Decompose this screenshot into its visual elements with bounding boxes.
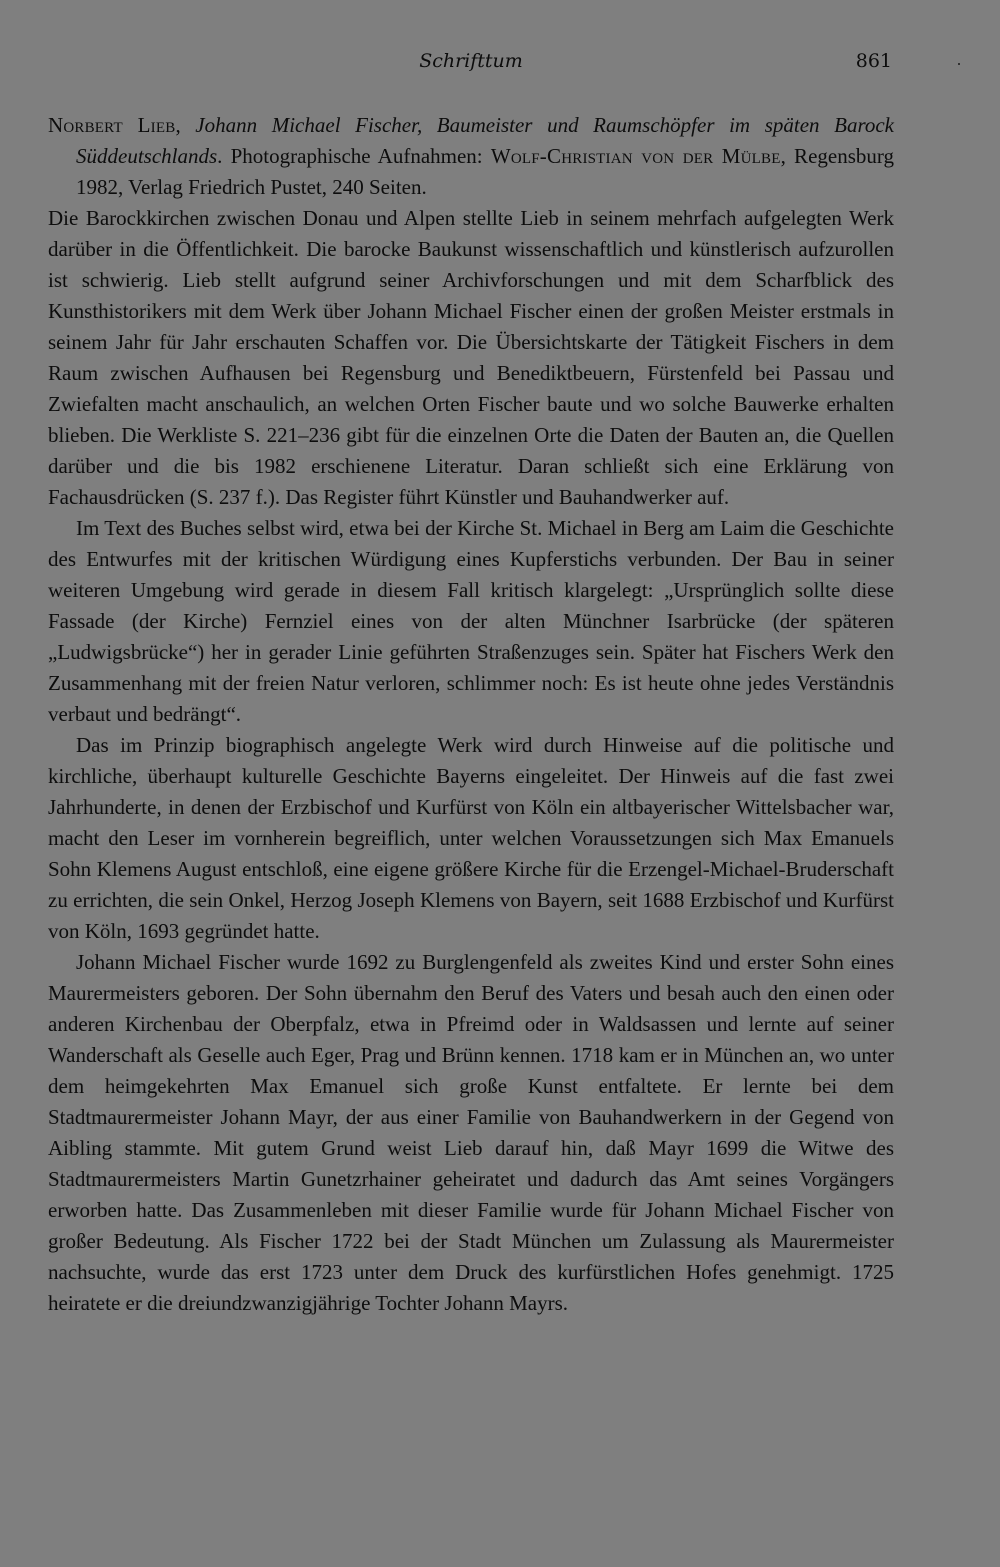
running-head bbox=[48, 48, 894, 84]
review-photo-credit-label: . Photographische Aufnahmen: bbox=[217, 144, 491, 168]
review-publication-info: , Regensburg 1982, Verlag Friedrich Pustet, 240 Seiten. bbox=[76, 144, 894, 199]
review-photographer: Wolf-Christian von der Mülbe bbox=[490, 144, 781, 168]
review-author: Norbert Lieb bbox=[48, 113, 176, 137]
scan-speck bbox=[958, 63, 960, 65]
paragraph-2: Im Text des Buches selbst wird, etwa bei der Kirche St. Michael in Berg am Laim die Geschichte des Entwurfes mit der kritischen Würdigung eines Kupferstichs verbunden. Der Bau in seiner weiteren Umgebung wird gerade in diesem Fall kritisch klargelegt: „Ursprünglich sollte diese Fassade (der Kirche) Fernziel eines von der alten Münchner Isarbrücke (der späteren „Ludwigsbrücke“) her in gerader Linie geführten Straßenzuges sein. Später hat Fischers Werk den Zusammenhang mit der freien Natur verloren, schlimmer noch: Es ist heute ohne jedes Verständnis verbaut und bedrängt“. bbox=[48, 516, 894, 726]
running-title: Schrifttum bbox=[419, 50, 523, 72]
paragraph-1: Die Barockkirchen zwischen Donau und Alpen stellte Lieb in seinem mehrfach aufgelegten Werk darüber in die Öffentlichkeit. Die barocke Baukunst wissenschaftlich und künstlerisch aufzurollen ist schwierig. Lieb stellt aufgrund seiner Archivforschungen und mit dem Scharfblick des Kunsthistorikers mit dem Werk über Johann Michael Fischer einen der großen Meister erstmals in seinem Jahr für Jahr erschauten Schaffen vor. Die Übersichtskarte der Tätigkeit Fischers in dem Raum zwischen Aufhausen bei Regensburg und Benediktbeuern, Fürstenfeld bei Passau und Zwiefalten macht anschaulich, an welchen Orten Fischer baute und wo solche Bauwerke erhalten blieben. Die Werkliste S. 221–236 gibt für die einzelnen Orte die Daten der Bauten an, die Quellen darüber und die bis 1982 erschienene Literatur. Daran schließt sich eine Erklärung von Fachausdrücken (S. 237 f.). Das Register führt Künstler und Bauhandwerker auf. bbox=[48, 206, 894, 509]
page-number: 861 bbox=[855, 50, 892, 72]
paragraph-3: Das im Prinzip biographisch angelegte Werk wird durch Hinweise auf die politische und kirchliche, überhaupt kulturelle Geschichte Bayerns eingeleitet. Der Hinweis auf die fast zwei Jahrhunderte, in denen der Erzbischof und Kurfürst von Köln ein altbayerischer Wittelsbacher war, macht den Leser im vornherein begreiflich, unter welchen Voraussetzungen sich Max Emanuels Sohn Klemens August entschloß, eine eigene größere Kirche für die Erzengel-Michael-Bruderschaft zu errichten, die sein Onkel, Herzog Joseph Klemens von Bayern, seit 1688 Erzbischof und Kurfürst von Köln, 1693 gegründet hatte. bbox=[48, 733, 894, 943]
review-separator: , bbox=[175, 113, 196, 137]
book-page bbox=[48, 48, 894, 1319]
review-book-title: Johann Michael Fischer, Baumeister und Raumschöpfer im späten Barock Süddeutschlands bbox=[76, 113, 894, 168]
paragraph-4: Johann Michael Fischer wurde 1692 zu Burglengenfeld als zweites Kind und erster Sohn eines Maurermeisters geboren. Der Sohn übernahm den Beruf des Vaters und besah auch den einen oder anderen Kirchenbau der Oberpfalz, etwa in Pfreimd oder in Waldsassen und lernte auf seiner Wanderschaft als Geselle auch Eger, Prag und Brünn kennen. 1718 kam er in München an, wo unter dem heimgekehrten Max Emanuel sich große Kunst entfaltete. Er lernte bei dem Stadtmaurermeister Johann Mayr, der aus einer Familie von Bauhandwerkern in der Gegend von Aibling stammte. Mit gutem Grund weist Lieb darauf hin, daß Mayr 1699 die Witwe des Stadtmaurermeisters Martin Gunetzrhainer geheiratet und dadurch das Amt seines Vorgängers erworben hatte. Das Zusammenleben mit dieser Familie wurde für Johann Michael Fischer von großer Bedeutung. Als Fischer 1722 bei der Stadt München um Zulassung als Maurermeister nachsuchte, wurde das erst 1723 unter dem Druck des kurfürstlichen Hofes genehmigt. 1725 heiratete er die dreiundzwanzigjährige Tochter Johann Mayrs. bbox=[48, 950, 894, 1315]
review-entry bbox=[48, 110, 894, 203]
